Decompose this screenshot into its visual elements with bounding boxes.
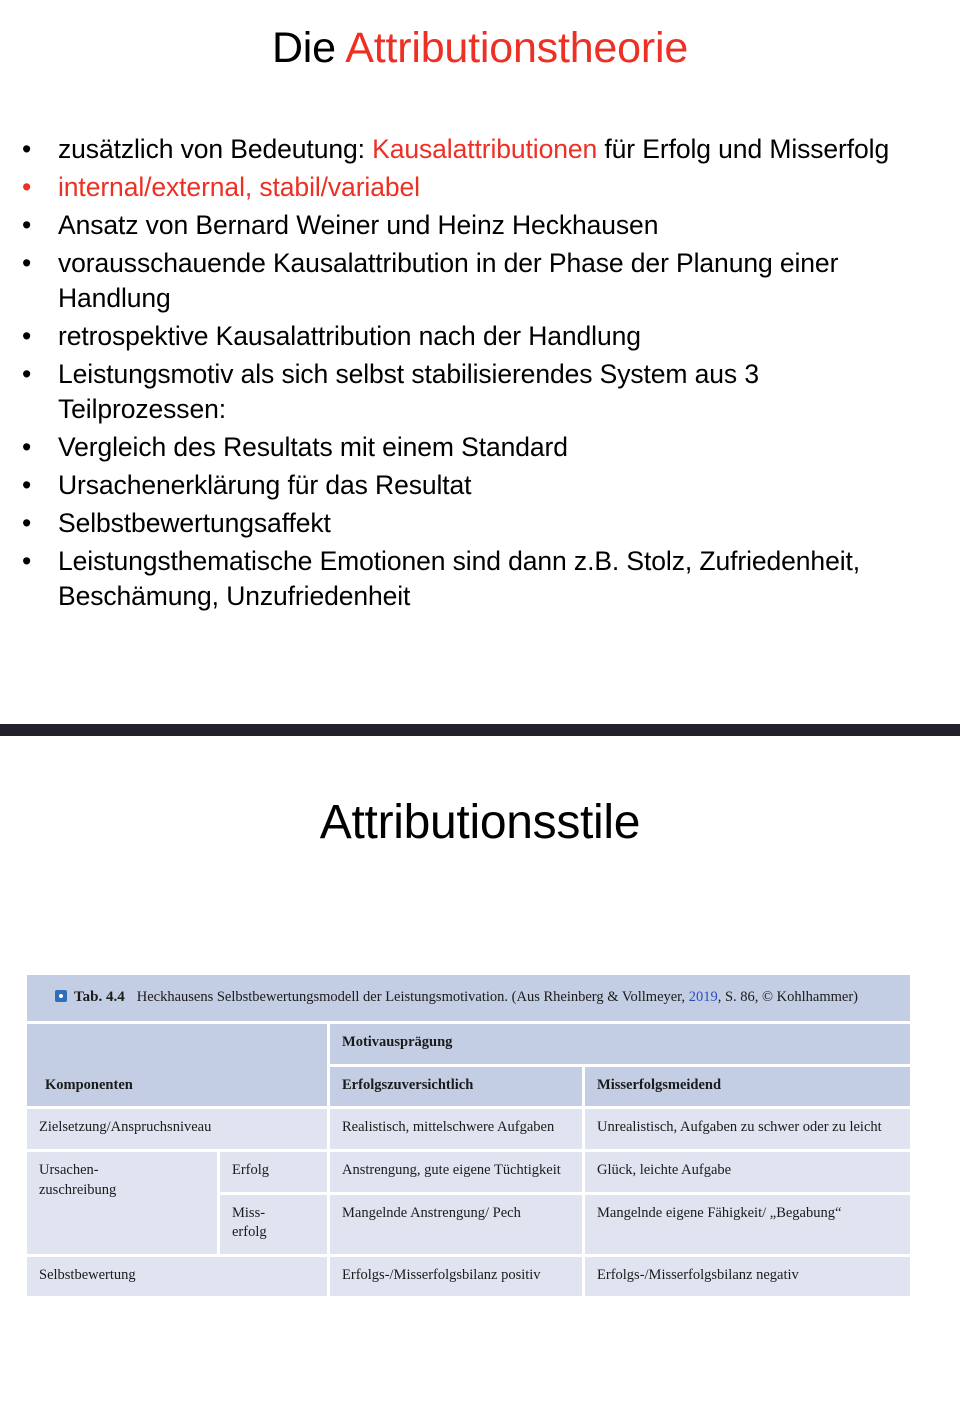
bullet-dot-icon: • xyxy=(22,545,32,576)
list-item xyxy=(0,430,960,465)
slide-one-title xyxy=(0,0,960,71)
table-figure xyxy=(27,975,910,1296)
slide-two-title: Attributionsstile xyxy=(319,796,641,849)
slide-one-title-plain: Die xyxy=(271,24,346,72)
table-row xyxy=(27,1109,910,1152)
list-item xyxy=(0,319,960,354)
table-cell-failure-avoiding: Erfolgs-/Misserfolgsbilanz negativ xyxy=(585,1257,910,1297)
table-cell-component: Ursachen- zuschreibung xyxy=(27,1152,220,1257)
table-header-erfolgszuversichtlich: Erfolgszuversichtlich xyxy=(330,1067,585,1110)
bullet-dot-icon: • xyxy=(22,469,32,500)
slide-attributionsstile xyxy=(0,736,960,1404)
bullet-dot-icon: • xyxy=(22,209,32,240)
bullet-dot-icon: • xyxy=(22,320,32,351)
list-item xyxy=(0,132,960,167)
bullet-dot-icon: • xyxy=(22,507,32,538)
table-cell-failure-avoiding: Glück, leichte Aufgabe xyxy=(585,1152,910,1195)
table-header-komponenten xyxy=(27,1024,330,1109)
table-cell-success-oriented: Anstrengung, gute eigene Tüchtigkeit xyxy=(330,1152,585,1195)
bullet-text: Leistungsmotiv als sich selbst stabilisierendes System aus 3 Teilprozessen: xyxy=(58,358,759,424)
list-item xyxy=(0,246,960,316)
table-caption-year: 2019 xyxy=(688,989,718,1005)
bullet-text: Ansatz von Bernard Weiner und Heinz Heckhausen xyxy=(58,209,659,240)
selbstbewertungsmodell-table xyxy=(27,1024,910,1296)
bullet-text: Leistungsthematische Emotionen sind dann z.B. Stolz, Zufriedenheit, Beschämung, Unzufriedenheit xyxy=(58,545,861,611)
list-item xyxy=(0,468,960,503)
bullet-text: vorausschauende Kausalattribution in der Phase der Planung einer Handlung xyxy=(58,247,839,313)
bullet-text: Vergleich des Resultats mit einem Standard xyxy=(58,431,568,462)
bullet-text: internal/external, stabil/variabel xyxy=(58,171,420,202)
table-cell-success-oriented: Erfolgs-/Misserfolgsbilanz positiv xyxy=(330,1257,585,1297)
table-row xyxy=(27,1152,910,1195)
table-header-komponenten-label: Komponenten xyxy=(45,1076,133,1093)
table-cell-failure-avoiding: Unrealistisch, Aufgaben zu schwer oder zu leicht xyxy=(585,1109,910,1152)
list-item xyxy=(0,357,960,427)
bullet-text: retrospektive Kausalattribution nach der Handlung xyxy=(58,320,641,351)
bullet-text-pre: zusätzlich von Bedeutung: xyxy=(58,134,373,164)
list-item xyxy=(0,544,960,614)
bullet-text-post: für Erfolg und Misserfolg xyxy=(597,134,890,164)
table-cell-subcomponent: Erfolg xyxy=(220,1152,330,1195)
blue-square-bullet-icon xyxy=(55,990,67,1002)
table-header-group-row xyxy=(27,1024,910,1067)
list-item xyxy=(0,170,960,205)
table-caption xyxy=(27,975,910,1021)
bullet-dot-icon: • xyxy=(22,247,32,278)
bullet-dot-icon: • xyxy=(22,431,32,462)
table-cell-success-oriented: Realistisch, mittelschwere Aufgaben xyxy=(330,1109,585,1152)
slide-one-bullet-list xyxy=(0,132,960,617)
bullet-dot-icon: • xyxy=(22,134,32,164)
table-cell-component: Zielsetzung/Anspruchsniveau xyxy=(27,1109,330,1152)
bullet-text-accent: Kausalattributionen xyxy=(372,134,598,164)
table-caption-text-after: , S. 86, © Kohlhammer) xyxy=(717,989,858,1005)
table-row xyxy=(27,1257,910,1297)
table-caption-text-before: Heckhausens Selbstbewertungsmodell der Leistungsmotivation. (Aus Rheinberg & Vollmeyer, xyxy=(136,989,689,1005)
table-cell-component: Selbstbewertung xyxy=(27,1257,330,1297)
table-cell-success-oriented: Mangelnde Anstrengung/ Pech xyxy=(330,1195,585,1257)
list-item xyxy=(0,208,960,243)
table-header-misserfolgsmeidend: Misserfolgsmeidend xyxy=(585,1067,910,1110)
bullet-dot-icon: • xyxy=(22,171,32,202)
bullet-text: Ursachenerklärung für das Resultat xyxy=(58,469,472,500)
table-caption-label: Tab. 4.4 xyxy=(74,989,125,1005)
table-cell-failure-avoiding: Mangelnde eigene Fähigkeit/ „Begabung“ xyxy=(585,1195,910,1257)
table-header-motivauspraegung: Motivausprägung xyxy=(330,1024,910,1067)
bullet-text: Selbstbewertungsaffekt xyxy=(58,507,331,538)
slide-divider xyxy=(0,724,960,736)
slide-one-title-accent: Attributionstheorie xyxy=(345,24,689,72)
bullet-dot-icon: • xyxy=(22,358,32,389)
table-cell-subcomponent: Miss- erfolg xyxy=(220,1195,330,1257)
list-item xyxy=(0,506,960,541)
